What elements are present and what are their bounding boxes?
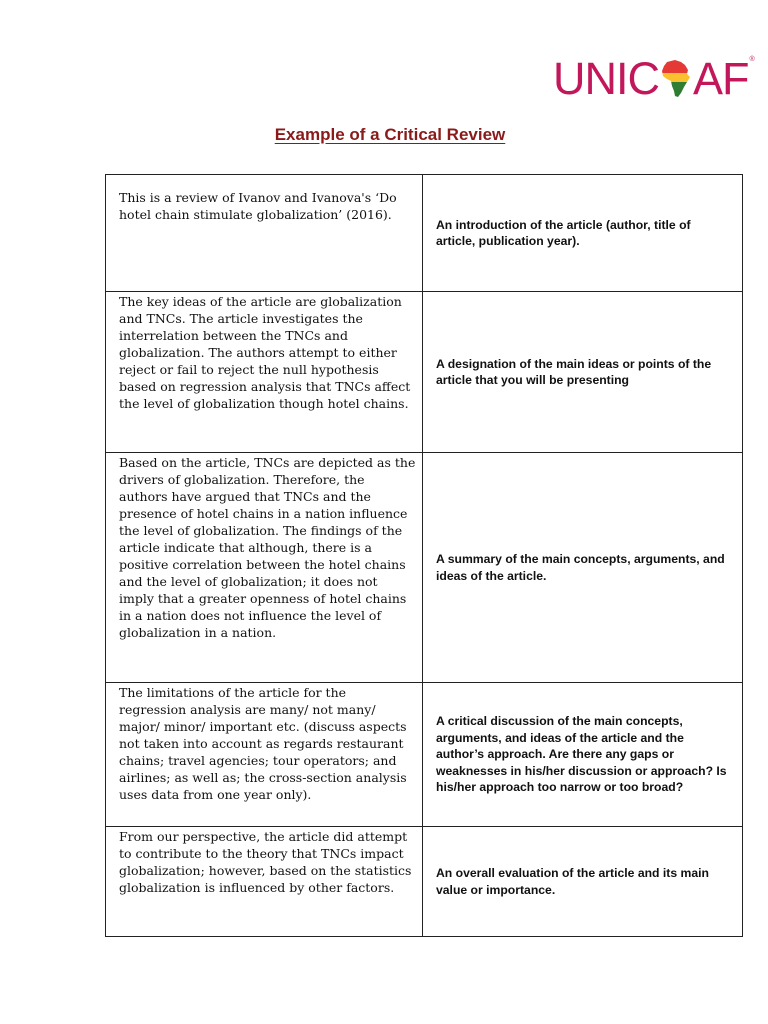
unicaf-logo	[553, 53, 755, 104]
guidance-cell: A critical discussion of the main concepts, arguments, and ideas of the article and the author’s approach. Are there any gaps or weaknesses in his/her discussion or approach? Is his/her approach too narrow or too broad?	[423, 683, 743, 827]
logo-text-right: AF	[693, 53, 749, 104]
guidance-cell: A summary of the main concepts, arguments, and ideas of the article.	[423, 453, 743, 683]
review-content-cell: The key ideas of the article are globalization and TNCs. The article investigates the interrelation between the TNCs and globalization. The authors attempt to either reject or fail to reject the null hypothesis based on regression analysis that TNCs affect the level of globalization though hotel chains.	[106, 292, 423, 453]
logo-text-left: UNIC	[553, 53, 659, 104]
guidance-cell: A designation of the main ideas or points of the article that you will be presenting	[423, 292, 743, 453]
table-row	[106, 683, 743, 827]
table-row	[106, 827, 743, 937]
table-row	[106, 175, 743, 292]
page-title-text: Example of a Critical Review	[274, 125, 506, 144]
registered-mark: ®	[749, 56, 755, 63]
page-title	[0, 125, 768, 145]
review-content-cell: The limitations of the article for the regression analysis are many/ not many/ major/ minor/ important etc. (discuss aspects not taken into account as regards restaurant chains; travel agencies; tour operators; and airlines; as well as; the cross-section analysis uses data from one year only).	[106, 683, 423, 827]
guidance-cell: An introduction of the article (author, title of article, publication year).	[423, 175, 743, 292]
review-content-cell: From our perspective, the article did attempt to contribute to the theory that TNCs impact globalization; however, based on the statistics globalization is influenced by other factors.	[106, 827, 423, 937]
critical-review-table	[105, 174, 743, 937]
africa-map-icon	[660, 58, 692, 100]
review-content-cell: Based on the article, TNCs are depicted as the drivers of globalization. Therefore, the authors have argued that TNCs and the presence of hotel chains in a nation influence the level of globalization. The findings of the article indicate that although, there is a positive correlation between the hotel chains and the level of globalization; it does not imply that a greater openness of hotel chains in a nation does not influence the level of globalization in a nation.	[106, 453, 423, 683]
table-row	[106, 453, 743, 683]
review-content-cell: This is a review of Ivanov and Ivanova's ‘Do hotel chain stimulate globalization’ (2016).	[106, 175, 423, 292]
guidance-cell: An overall evaluation of the article and its main value or importance.	[423, 827, 743, 937]
table-row	[106, 292, 743, 453]
